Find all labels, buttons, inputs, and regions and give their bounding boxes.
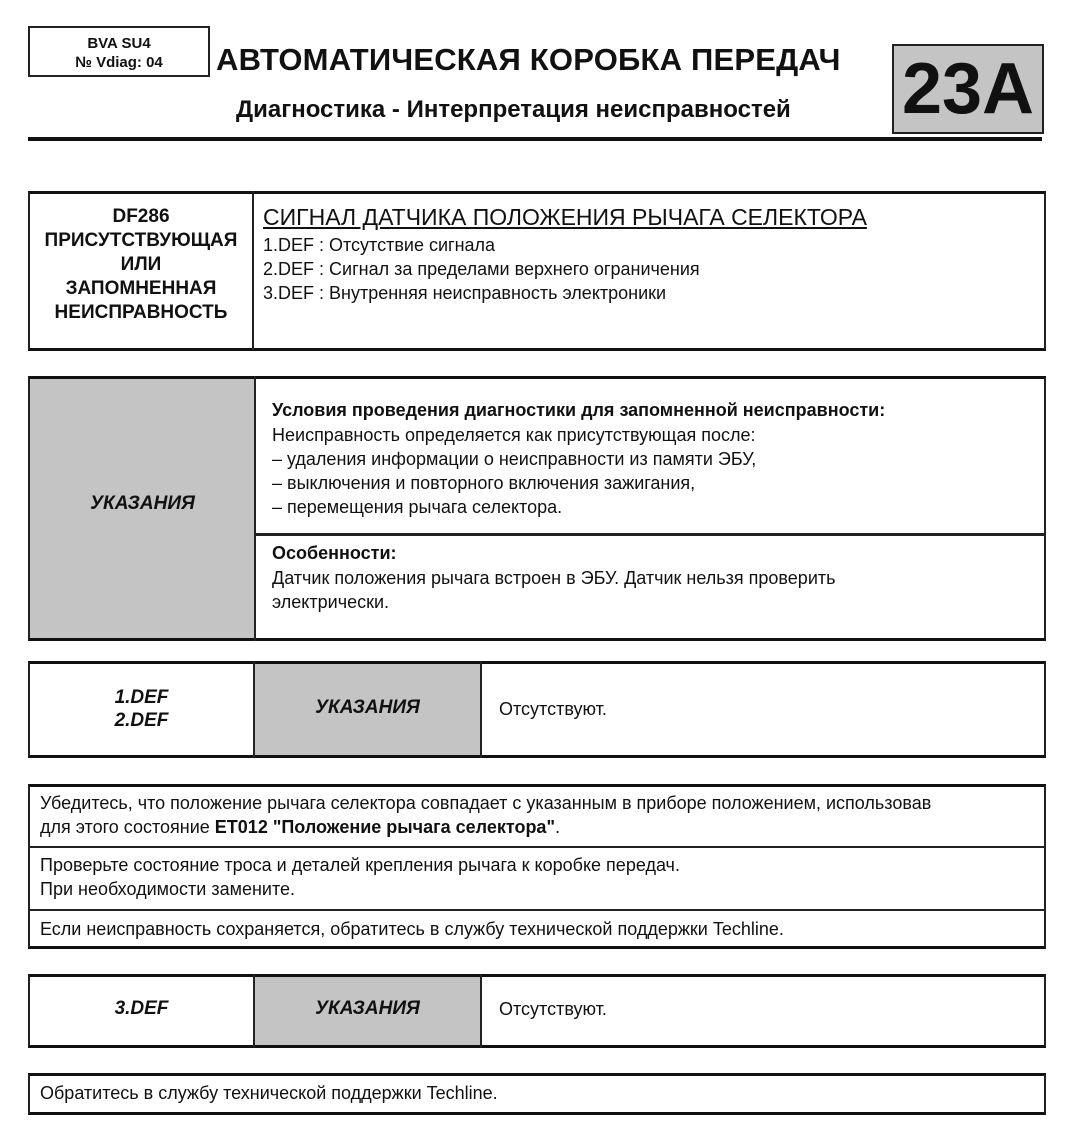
- techline-line: Если неисправность сохраняется, обратитесь в службу технической поддержки Techline.: [40, 919, 784, 939]
- check-line-2: [40, 817, 560, 838]
- conditions-intro: Неисправность определяется как присутствующая после:: [272, 425, 756, 445]
- fault-column-divider: [252, 191, 254, 351]
- def3-notes-text: Отсутствуют.: [499, 999, 607, 1019]
- fault-code: DF286: [112, 206, 170, 227]
- final-text: Обратитесь в службу технической поддержки Techline.: [40, 1083, 498, 1103]
- vdiag-label: № Vdiag: 04: [75, 54, 163, 71]
- notes-row-divider: [255, 533, 1044, 536]
- features-line: электрически.: [272, 592, 390, 612]
- fault-status-line: ЗАПОМНЕННАЯ: [65, 278, 217, 299]
- cable-line-1: Проверьте состояние троса и деталей крепления рычага к коробке передач.: [40, 855, 680, 875]
- check-line-1: Убедитесь, что положение рычага селектора совпадает с указанным в приборе положением, использовав: [40, 793, 932, 813]
- features-line: Датчик положения рычага встроен в ЭБУ. Датчик нельзя проверить: [272, 568, 836, 588]
- def3-notes-label: УКАЗАНИЯ: [315, 998, 420, 1019]
- document-subtitle: Диагностика - Интерпретация неисправностей: [236, 96, 791, 123]
- check-row-divider: [30, 909, 1044, 911]
- fault-code-cell: [30, 205, 252, 325]
- state-reference: ET012 "Положение рычага селектора": [214, 817, 555, 837]
- features-title: Особенности:: [272, 543, 397, 563]
- conditions-item: – перемещения рычага селектора.: [272, 497, 563, 517]
- def-label: 1.DEF: [114, 687, 169, 708]
- check-line-2-prefix: для этого состояние: [40, 817, 215, 837]
- fault-status-line: НЕИСПРАВНОСТЬ: [54, 302, 228, 323]
- check-line-2-suffix: .: [554, 817, 560, 837]
- fault-def-line: 1.DEF : Отсутствие сигнала: [263, 235, 496, 255]
- def12-notes-text: Отсутствуют.: [499, 699, 607, 719]
- document-title: АВТОМАТИЧЕСКАЯ КОРОБКА ПЕРЕДАЧ: [216, 42, 841, 77]
- section-number: 23A: [892, 44, 1044, 134]
- fault-def-line: 2.DEF : Сигнал за пределами верхнего ограничения: [263, 259, 700, 279]
- def-label: 2.DEF: [114, 710, 169, 731]
- def12-labels: [30, 686, 253, 732]
- def3-label: 3.DEF: [114, 998, 169, 1019]
- fault-status-line: ИЛИ: [120, 254, 162, 275]
- conditions-item: – удаления информации о неисправности из памяти ЭБУ,: [272, 449, 757, 469]
- cable-line-2: При необходимости замените.: [40, 879, 296, 899]
- conditions-title: Условия проведения диагностики для запомненной неисправности:: [272, 400, 886, 420]
- model-label: BVA SU4: [87, 35, 151, 52]
- model-box: [28, 26, 210, 77]
- fault-title: СИГНАЛ ДАТЧИКА ПОЛОЖЕНИЯ РЫЧАГА СЕЛЕКТОРА: [263, 204, 867, 230]
- conditions-item: – выключения и повторного включения зажигания,: [272, 473, 696, 493]
- notes-label: УКАЗАНИЯ: [90, 493, 195, 514]
- header-divider: [28, 137, 1042, 141]
- check-row-divider: [30, 846, 1044, 848]
- fault-status-line: ПРИСУТСТВУЮЩАЯ: [44, 230, 238, 251]
- fault-def-line: 3.DEF : Внутренняя неисправность электроники: [263, 283, 667, 303]
- def12-notes-label: УКАЗАНИЯ: [315, 697, 420, 718]
